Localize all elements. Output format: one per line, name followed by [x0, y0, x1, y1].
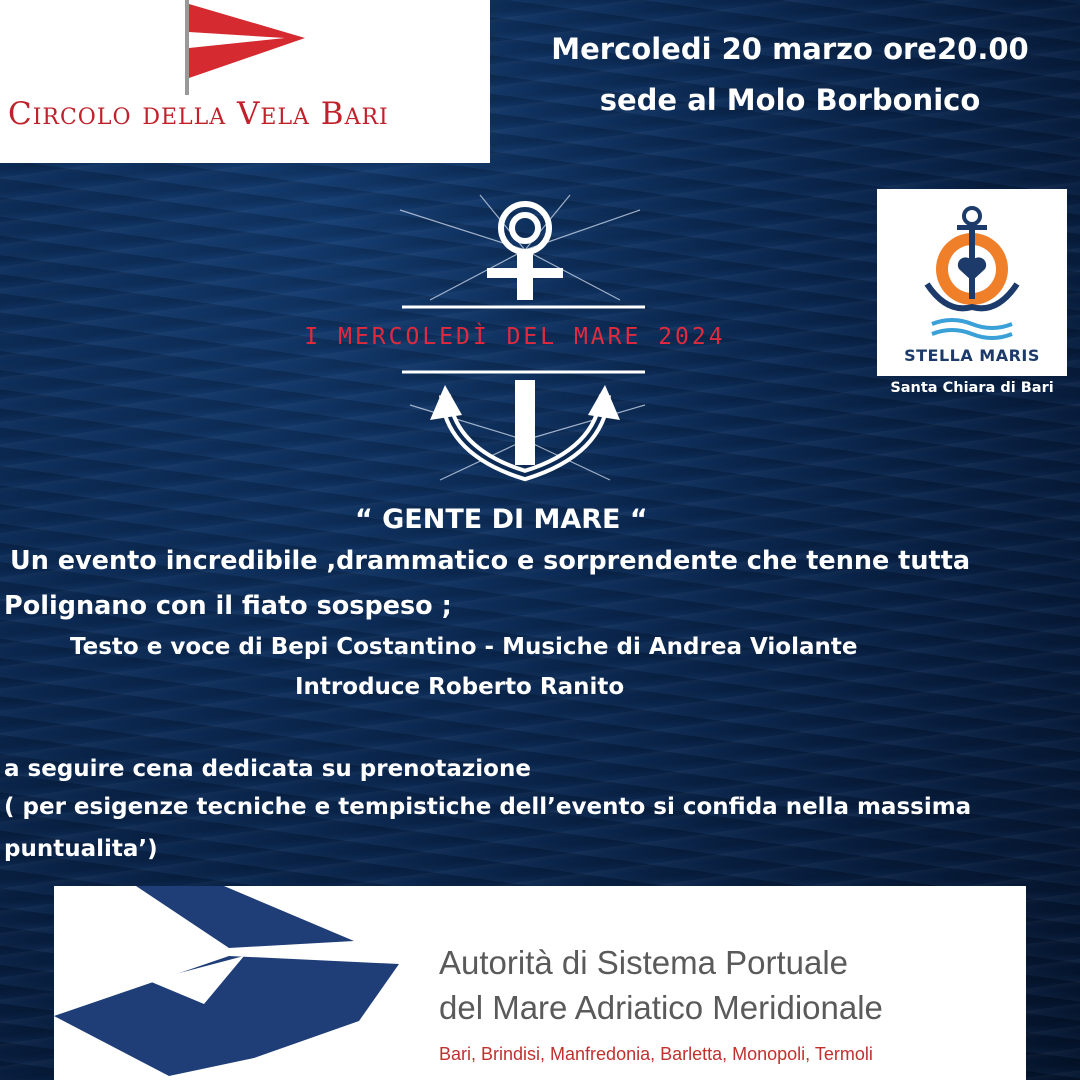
authority-name-line1: Autorità di Sistema Portuale [439, 944, 849, 981]
event-intro: Introduce Roberto Ranito [295, 674, 625, 700]
event-note-line2: puntualita’) [4, 836, 158, 862]
pennant-flag-icon [175, 0, 315, 100]
authority-cities: Bari, Brindisi, Manfredonia, Barletta, Monopoli, Termoli [439, 1044, 873, 1064]
event-description-line2: Polignano con il fiato sospeso ; [4, 591, 452, 621]
event-credits: Testo e voce di Bepi Costantino - Musiche di Andrea Violante [70, 634, 858, 660]
port-authority-logo [54, 886, 1026, 1080]
club-logo [0, 0, 490, 163]
club-logo-text: Circolo della Vela Bari [8, 96, 389, 132]
event-dinner: a seguire cena dedicata su prenotazione [4, 756, 531, 782]
event-note-line1: ( per esigenze tecniche e tempistiche dell’evento si confida nella massima [4, 794, 972, 820]
event-title: “ GENTE DI MARE “ [355, 504, 648, 535]
stella-maris-logo [877, 189, 1067, 376]
authority-name-line2: del Mare Adriatico Meridionale [439, 989, 883, 1026]
event-date: Mercoledi 20 marzo ore20.00 [551, 32, 1029, 66]
event-venue: sede al Molo Borbonico [599, 83, 981, 117]
stella-maris-subtitle: Santa Chiara di Bari [890, 380, 1054, 396]
anchor-lifebuoy-icon [877, 189, 1067, 349]
stella-maris-name: STELLA MARIS [904, 346, 1040, 365]
event-description-line1: Un evento incredibile ,drammatico e sorprendente che tenne tutta [10, 546, 971, 576]
ship-sail-icon [54, 886, 414, 1080]
series-title: I MERCOLEDÌ DEL MARE 2024 [304, 324, 726, 350]
